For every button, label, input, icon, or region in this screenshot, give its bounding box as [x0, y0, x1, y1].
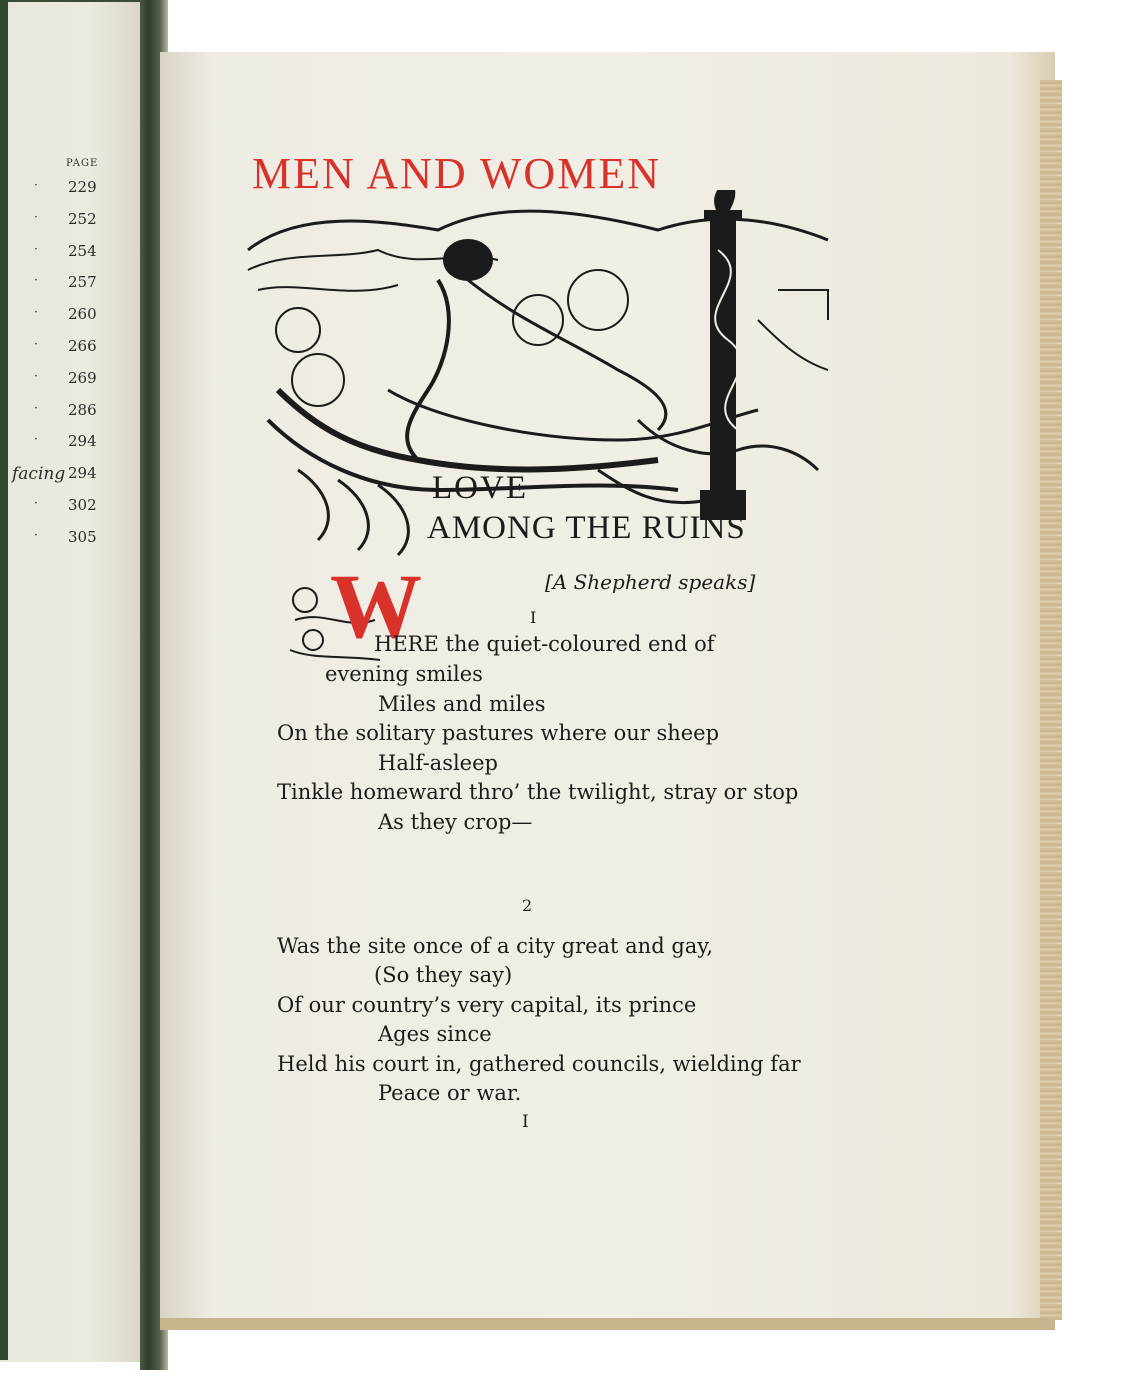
toc-leader-dot: · — [34, 273, 38, 288]
poem-line: Miles and miles — [378, 692, 546, 716]
left-page — [0, 0, 150, 1362]
toc-leader-dot: · — [34, 337, 38, 351]
toc-page-number: 229 — [68, 178, 97, 196]
toc-page-number: 294 — [68, 464, 97, 483]
page-fore-edge — [1040, 80, 1062, 1320]
stanza-number-1: I — [530, 608, 537, 627]
poem-line: evening smiles — [325, 662, 483, 686]
toc-page-number: 286 — [68, 400, 97, 419]
poem-title-line-2: AMONG THE RUINS — [427, 510, 746, 546]
poem-line: Peace or war. — [378, 1081, 522, 1105]
toc-leader-dot: · — [34, 209, 38, 224]
drop-cap: W — [330, 555, 422, 657]
section-title-part2: WOMEN — [479, 149, 661, 198]
toc-page-number: 269 — [68, 368, 97, 387]
book-cover-edge — [0, 0, 8, 1360]
page-folio: I — [522, 1112, 529, 1132]
toc-page-number: 257 — [68, 273, 97, 292]
poem-line: Held his court in, gathered councils, wielding far — [277, 1052, 801, 1076]
toc-leader-dot: · — [34, 305, 38, 320]
toc-page-number: 305 — [68, 527, 97, 546]
toc-page-number: 266 — [68, 337, 97, 355]
poem-line: HERE the quiet-coloured end of — [374, 632, 715, 656]
toc-prefix: facing — [12, 464, 66, 485]
toc-leader-dot: · — [34, 368, 38, 383]
toc-leader-dot: · — [34, 400, 38, 415]
toc-leader-dot: · — [34, 432, 38, 447]
toc-page-header: PAGE — [66, 158, 99, 169]
toc-leader-dot: · — [34, 496, 38, 510]
poem-line: On the solitary pastures where our sheep — [277, 721, 720, 745]
toc-page-number: 260 — [68, 305, 97, 324]
toc-page-number: 302 — [68, 496, 97, 514]
poem-subtitle: [A Shepherd speaks] — [545, 570, 756, 594]
poem-line: Tinkle homeward thro’ the twilight, stray or stop — [277, 780, 799, 804]
poem-line: Half-asleep — [378, 751, 498, 775]
toc-leader-dot: · — [34, 178, 38, 192]
toc-page-number: 252 — [68, 209, 97, 228]
poem-line: (So they say) — [374, 963, 513, 987]
toc-leader-dot: · — [34, 241, 38, 256]
poem-title-line-1: LOVE — [432, 470, 528, 506]
page-bottom-edge — [160, 1318, 1055, 1330]
toc-page-number: 294 — [68, 432, 97, 451]
stanza-number-2: 2 — [522, 896, 533, 915]
poem-line: Ages since — [378, 1022, 492, 1046]
poem-line: Of our country’s very capital, its prince — [277, 993, 697, 1017]
toc-page-number: 254 — [68, 241, 97, 260]
poem-line: Was the site once of a city great and gay, — [277, 934, 714, 958]
poem-line: As they crop— — [378, 810, 533, 834]
section-title-part1: MEN AND — [252, 149, 480, 198]
toc-leader-dot: · — [34, 527, 38, 542]
